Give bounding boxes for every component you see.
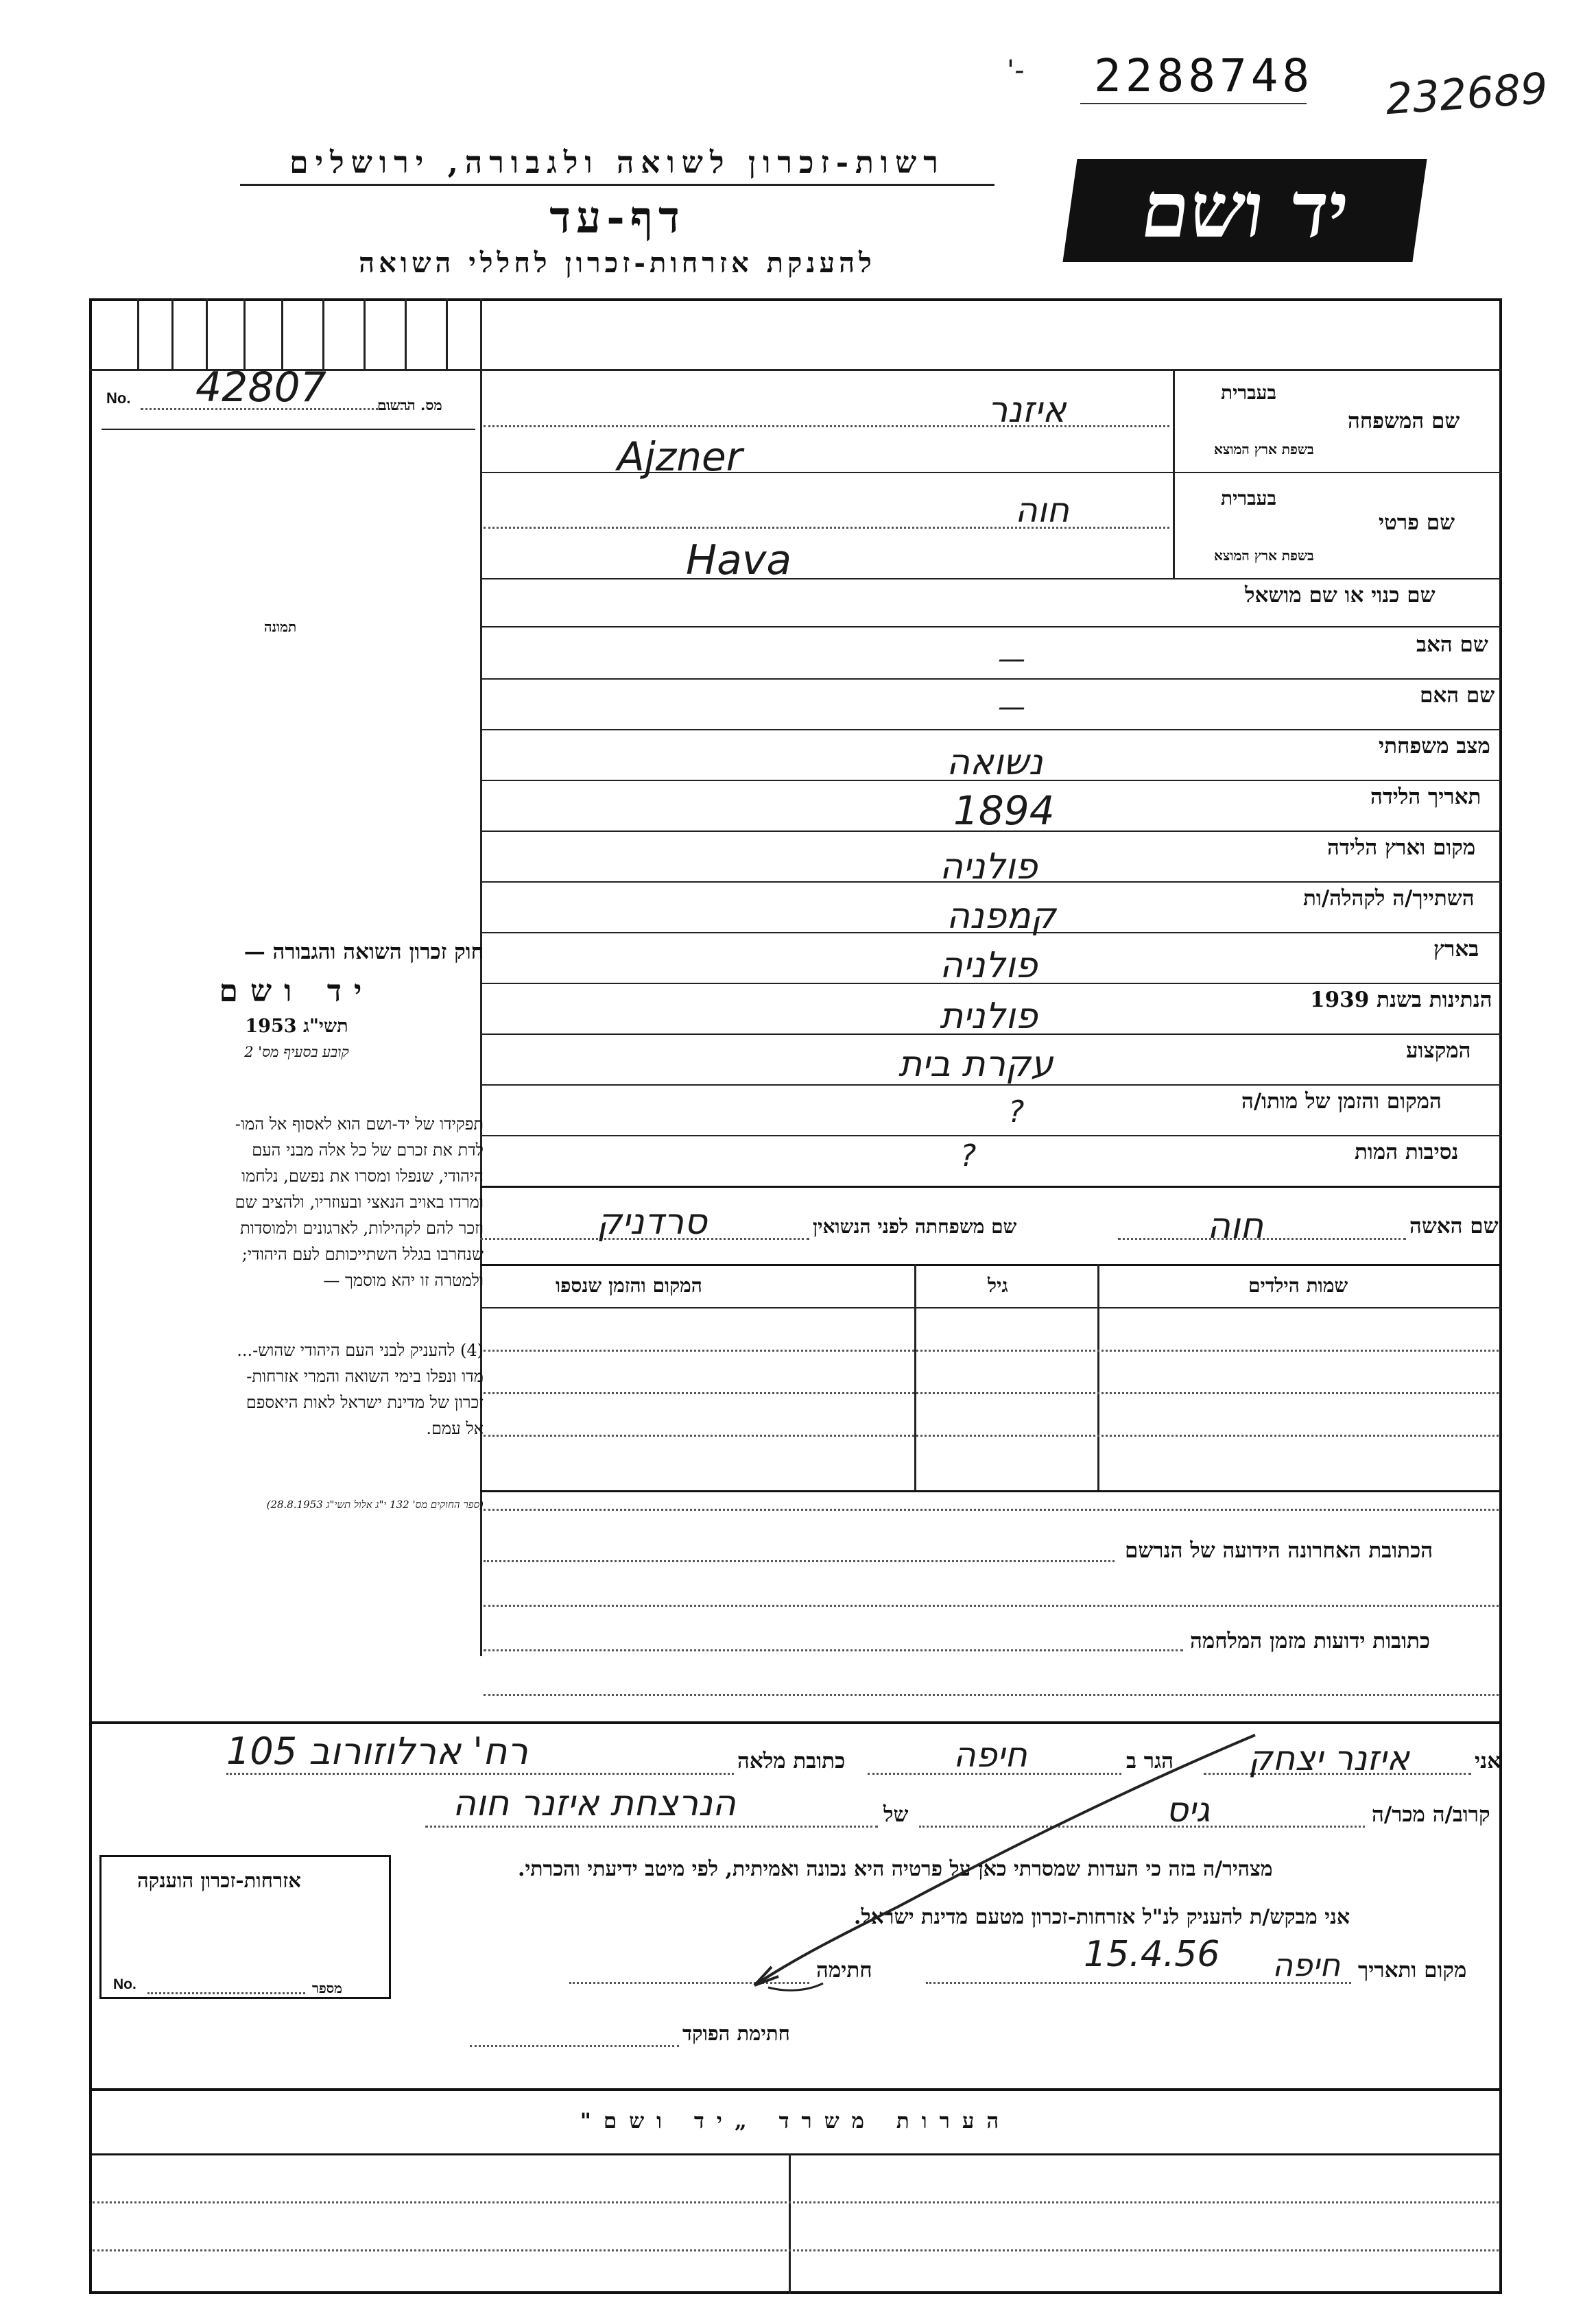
statement-2: אני מבקש/ת להעניק לנ"ל אזרחות-זכרון מטעם מדינת ישראל. xyxy=(854,1905,1350,1929)
death-cause-label: נסיבות המות xyxy=(1355,1140,1459,1164)
law-year: תשי"ג 1953 xyxy=(245,1016,348,1037)
citizenship-box-title: אזרחות-זכרון הוענקה xyxy=(137,1869,301,1892)
resident-city: חיפה xyxy=(953,1735,1027,1775)
law-line: מדו ונפלו בימי השואה והמרי אזרחות- xyxy=(246,1367,484,1386)
authority-underline xyxy=(240,184,994,186)
profession-label: המקצוע xyxy=(1406,1038,1471,1063)
authority-name: רשות-זכרון לשואה ולגבורה, ירושלים xyxy=(289,145,945,180)
law-line: שנחרבו בגלל השתייכותם לעם היהודי; xyxy=(241,1245,484,1264)
place-date-label: מקום ותאריך xyxy=(1358,1958,1467,1983)
children-names-header: שמות הילדים xyxy=(1248,1274,1348,1297)
country-value: פולניה xyxy=(940,945,1038,986)
given-hebrew-label: בעברית xyxy=(1221,487,1277,510)
law-text-1 xyxy=(110,1111,484,1293)
citizenship-no-label: No. xyxy=(113,1976,136,1992)
war-addresses-label: כתובות ידועות מזמן המלחמה xyxy=(1190,1629,1431,1653)
of-value: הנרצחת איזנר חוה xyxy=(453,1783,736,1824)
mother-value: — xyxy=(998,691,1025,723)
father-label: שם האב xyxy=(1416,632,1488,657)
law-line: לדת את זכרם של כל אלה מבני העם xyxy=(252,1140,484,1160)
declarant-i-label: אני xyxy=(1475,1749,1501,1773)
wife-value: חוה xyxy=(1207,1206,1264,1247)
declarant-name: איזנר יצחק xyxy=(1248,1738,1410,1778)
nickname-label: שם כנוי או שם מושאל xyxy=(1245,583,1436,608)
family-origin-label: בשפת ארץ המוצא xyxy=(1214,441,1314,457)
death-cause-value: ? xyxy=(960,1138,977,1173)
last-address-label: הכתובת האחרונה הידועה של הנרשם xyxy=(1125,1538,1433,1563)
form-subtitle: להענקת אזרחות-זכרון לחללי השואה xyxy=(359,247,876,279)
birth-date-label: תאריך הלידה xyxy=(1370,785,1481,809)
mother-label: שם האם xyxy=(1420,683,1495,708)
citizenship-number-label: מספר xyxy=(312,1980,342,1996)
father-value: — xyxy=(998,643,1025,675)
address-label: כתובת מלאה xyxy=(737,1749,846,1773)
family-name-origin: Ajzner xyxy=(617,433,743,480)
top-mark: '- xyxy=(1007,55,1025,86)
family-hebrew-label: בעברית xyxy=(1221,381,1277,404)
yad-vashem-logo: יד ושם xyxy=(1062,159,1427,262)
given-name-hebrew: חוה xyxy=(1015,490,1069,530)
citizenship-label: הנתינות בשנת 1939 xyxy=(1310,988,1492,1012)
country-label: בארץ xyxy=(1433,937,1479,961)
law-line: זכרון של מדינת ישראל לאות היאספם xyxy=(246,1393,484,1412)
death-place-label: המקום והזמן של מותו/ה xyxy=(1241,1089,1442,1114)
place-value: חיפה xyxy=(1272,1946,1341,1983)
law-title: חוק זכרון השואה והגבורה — xyxy=(243,940,484,964)
given-name-label: שם פרטי xyxy=(1379,510,1455,535)
serial-number: 2288748 xyxy=(1094,49,1314,102)
reg-label: מס. הרשום xyxy=(377,396,442,414)
reg-number: 42807 xyxy=(195,363,326,411)
relation-value: גיס xyxy=(1166,1790,1211,1830)
officer-signature-label: חתימת הפוקד xyxy=(682,2022,790,2045)
children-age-header: גיל xyxy=(988,1274,1008,1297)
name-label-divider xyxy=(1173,369,1175,578)
office-notes-title: הערות משרד „יד ושם" xyxy=(580,2109,1012,2133)
law-line: (4) להעניק לבני העם היהודי שהוש-... xyxy=(237,1341,484,1360)
birth-place-label: מקום וארץ הלידה xyxy=(1327,835,1476,860)
law-line: היהודי, שנפלו ומסרו את נפשם, נלחמו xyxy=(241,1167,484,1186)
law-line: וזכר להם לקהילות, לארגונים ולמוסדות xyxy=(240,1219,484,1238)
date-value: 15.4.56 xyxy=(1084,1934,1220,1975)
citizenship-value: פולנית xyxy=(940,996,1038,1037)
maiden-value: סרדניק xyxy=(597,1202,707,1243)
photo-label: תמונה xyxy=(264,619,297,635)
wife-label: שם האשה xyxy=(1409,1214,1499,1239)
statement-1: מצהיר/ה בזה כי העדות שמסרתי כאן על פרטיה היא נכונה ואמיתית, לפי מיטב ידיעתי והכרתי. xyxy=(518,1857,1273,1881)
of-label: של xyxy=(883,1802,909,1827)
given-origin-label: בשפת ארץ המוצא xyxy=(1214,547,1314,564)
law-line: ולמטרה זו יהא מוסמך — xyxy=(323,1271,484,1290)
signature-label: חתימה xyxy=(816,1958,872,1983)
address-value: רח' ארלוזורוב 105 xyxy=(226,1730,528,1773)
marital-label: מצב משפחתי xyxy=(1379,734,1490,758)
law-line: אל עמם. xyxy=(426,1419,484,1438)
maiden-label: שם משפחתה לפני הנשואין xyxy=(813,1215,1017,1238)
death-place-value: ? xyxy=(1008,1095,1025,1129)
birth-date-value: 1894 xyxy=(953,787,1055,834)
signature-mark xyxy=(741,1728,1276,2003)
reg-no-label: No. xyxy=(106,390,131,407)
law-line: ומרדו באויב הנאצי ובעוזריו, ולהציב שם xyxy=(235,1193,484,1212)
law-section: קובע בסעיף מס' 2 xyxy=(244,1044,349,1060)
profession-value: עקרת בית xyxy=(898,1044,1053,1085)
children-place-header: המקום והזמן שנספו xyxy=(556,1274,702,1297)
law-reference: (ספר החוקים מס' 132 י"ג אלול תשי"ג 28.8.1953) xyxy=(266,1498,484,1511)
community-label: השתייך/ה לקהלה/ות xyxy=(1303,886,1475,911)
resident-label: הגר ב xyxy=(1126,1749,1174,1773)
form-title: דף-עד xyxy=(549,192,685,243)
family-name-hebrew: איזנר xyxy=(988,390,1067,431)
law-text-2 xyxy=(110,1337,484,1442)
law-line: תפקידו של יד-ושם הוא לאסוף אל המו- xyxy=(235,1114,484,1134)
family-name-label: שם המשפחה xyxy=(1348,409,1460,433)
given-name-origin: Hava xyxy=(686,536,792,584)
relative-label: קרוב/ה מכר/ה xyxy=(1372,1802,1490,1827)
handwritten-ref: 232689 xyxy=(1383,62,1549,125)
law-panel xyxy=(110,940,484,1061)
marital-value: נשואה xyxy=(946,742,1043,783)
community-value: קמפנה xyxy=(946,896,1056,937)
law-name: יד ושם xyxy=(219,974,374,1009)
birth-place-value: פולניה xyxy=(940,846,1038,887)
serial-underline xyxy=(1080,103,1307,104)
